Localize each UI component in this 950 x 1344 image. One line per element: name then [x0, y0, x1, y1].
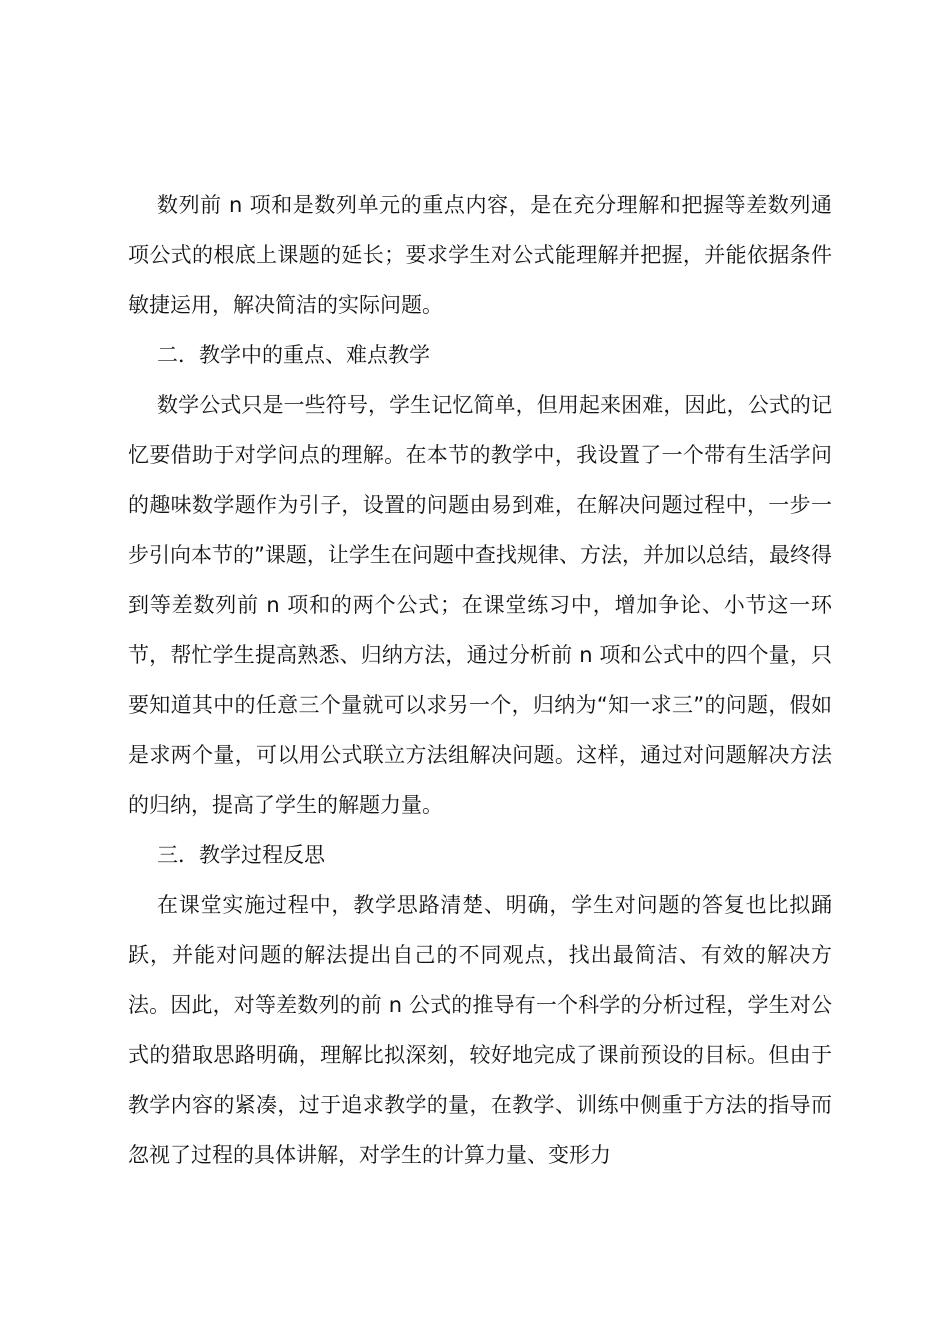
paragraph-sum-overview: 数列前 n 项和是数列单元的重点内容，是在充分理解和把握等差数列通项公式的根底上课题的延长；要求学生对公式能理解并把握，并能依据条件敏捷运用，解决简洁的实际问题。	[128, 193, 832, 317]
section-heading-key-points: 二．教学中的重点、难点教学	[157, 343, 430, 367]
section-heading-reflection: 三．教学过程反思	[157, 843, 325, 867]
paragraph-reflection: 在课堂实施过程中，教学思路清楚、明确，学生对问题的答复也比拟踊跃，并能对问题的解法提出自己的不同观点，找出最简洁、有效的解决方法。因此，对等差数列的前 n 公式的推导有一个科学的分析过程，学生对公式的猎取思路明确，理解比拟深刻，较好地完成了课前预设的目标。但由于教学内容的紧凑，过于追求教学的量，在教学、训练中侧重于方法的指导而忽视了过程的具体讲解，对学生的计算力量、变形力	[128, 893, 832, 1167]
document-page	[128, 180, 832, 1180]
paragraph-key-points: 数学公式只是一些符号，学生记忆简单，但用起来困难，因此，公式的记忆要借助于对学问点的理解。在本节的教学中，我设置了一个带有生活学问的趣味数学题作为引子，设置的问题由易到难，在解决问题过程中，一步一步引向本节的”课题，让学生在问题中查找规律、方法，并加以总结，最终得到等差数列前 n 项和的两个公式；在课堂练习中，增加争论、小节这一环节，帮忙学生提高熟悉、归纳方法，通过分析前 n 项和公式中的四个量，只要知道其中的任意三个量就可以求另一个，归纳为“知一求三”的问题，假如是求两个量，可以用公式联立方法组解决问题。这样，通过对问题解决方法的归纳，提高了学生的解题力量。	[128, 393, 832, 817]
